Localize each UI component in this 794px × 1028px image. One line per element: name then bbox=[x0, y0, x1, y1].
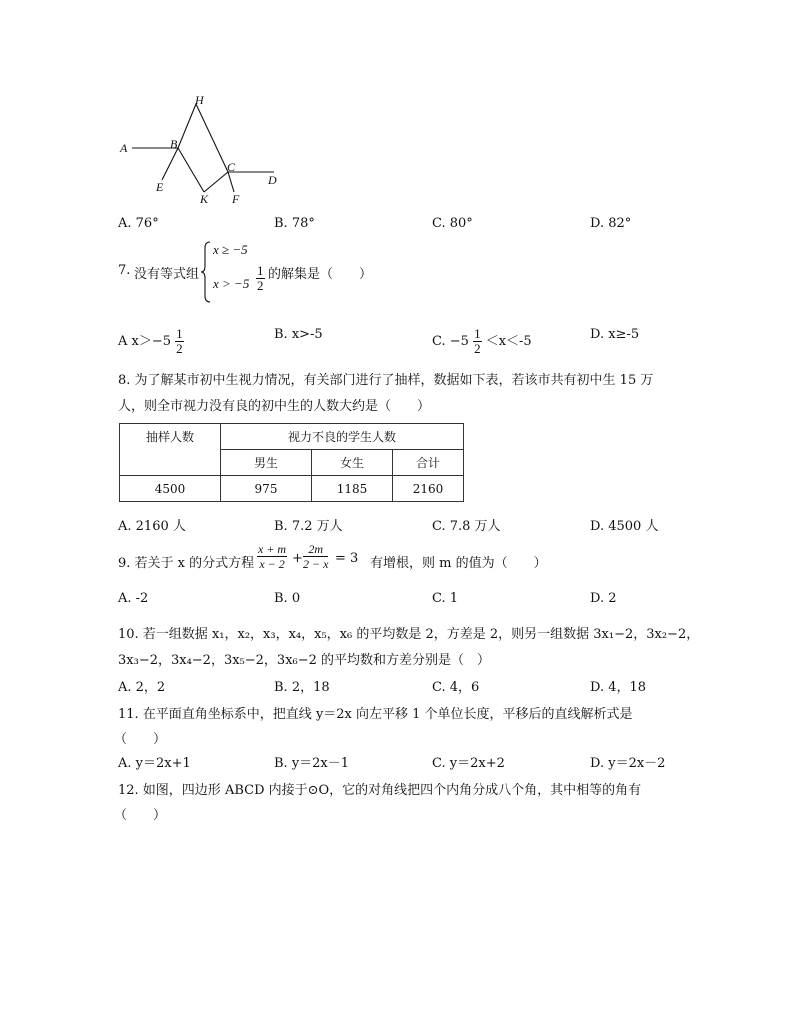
q7-option-c-suffix: ＜x＜-5 bbox=[485, 334, 532, 349]
table-cell-sample: 4500 bbox=[120, 476, 221, 502]
table-cell-female: 1185 bbox=[312, 476, 393, 502]
q7-system-line1: x ≥ −5 bbox=[213, 242, 248, 257]
q7-option-a-frac-den: 2 bbox=[176, 341, 183, 356]
q10-line2: 3x₃−2，3x₄−2，3x₅−2，3x₆−2 的平均数和方差分别是（ ） bbox=[118, 653, 491, 668]
label-k: K bbox=[200, 192, 209, 206]
q11-line2: （ ） bbox=[114, 732, 167, 747]
table-cell-total: 2160 bbox=[393, 476, 464, 502]
q7-option-b: B. x>-5 bbox=[274, 327, 323, 342]
q7-option-c bbox=[432, 327, 532, 356]
q8-option-a: A. 2160 人 bbox=[118, 519, 186, 534]
label-c: C bbox=[227, 160, 236, 174]
q7-option-a-text: A x＞−5 bbox=[118, 334, 172, 349]
q10-option-c: C. 4，6 bbox=[432, 680, 480, 695]
q7-option-c-prefix: C. −5 bbox=[432, 334, 469, 349]
table-header-total: 合计 bbox=[393, 450, 464, 476]
label-h: H bbox=[195, 93, 204, 107]
q9-frac2-num: 2m bbox=[303, 542, 328, 557]
q7-brace bbox=[200, 240, 212, 304]
q6-option-d: D. 82° bbox=[590, 216, 632, 231]
q9-frac2-den: 2 − x bbox=[303, 557, 329, 571]
q6-option-a: A. 76° bbox=[118, 216, 159, 231]
table-cell-male: 975 bbox=[221, 476, 312, 502]
label-d: D bbox=[268, 173, 277, 187]
q7-option-a-frac-num: 1 bbox=[176, 326, 183, 341]
q8-data-table bbox=[119, 423, 464, 502]
q7-frac-den: 2 bbox=[257, 278, 264, 293]
table-header-female: 女生 bbox=[312, 450, 393, 476]
q9-option-c: C. 1 bbox=[432, 591, 459, 606]
q8-option-d: D. 4500 人 bbox=[590, 519, 659, 534]
geometry-figure bbox=[110, 90, 300, 210]
q11-option-c: C. y＝2x+2 bbox=[432, 756, 505, 771]
q7-stem-after: 的解集是（ ） bbox=[268, 267, 373, 282]
q7-option-a bbox=[118, 327, 184, 356]
q9-option-a: A. -2 bbox=[118, 591, 149, 606]
segment-kc bbox=[204, 172, 228, 192]
label-e: E bbox=[156, 180, 164, 194]
q10-option-d: D. 4，18 bbox=[590, 680, 647, 695]
q10-option-b: B. 2，18 bbox=[274, 680, 330, 695]
q7-option-d: D. x≥-5 bbox=[590, 327, 640, 342]
q8-line2: 人，则全市视力没有良的初中生的人数大约是（ ） bbox=[118, 399, 431, 414]
segment-cf bbox=[228, 172, 234, 192]
q9-equals: = 3 bbox=[335, 551, 359, 566]
q9-stem-after: 有增根，则 m 的值为（ ） bbox=[370, 556, 547, 571]
table-header-sample: 抽样人数 bbox=[120, 424, 221, 476]
label-b: B bbox=[170, 137, 178, 151]
q8-line1: 8. 为了解某市初中生视力情况，有关部门进行了抽样，数据如下表，若该市共有初中生 15 万 bbox=[118, 373, 654, 388]
q11-line1: 11. 在平面直角坐标系中，把直线 y＝2x 向左平移 1 个单位长度，平移后的直线解析式是 bbox=[118, 707, 633, 722]
q7-option-a-frac bbox=[175, 327, 184, 356]
q9-option-d: D. 2 bbox=[590, 591, 617, 606]
q9-fraction-2 bbox=[303, 542, 328, 571]
q6-option-c: C. 80° bbox=[432, 216, 473, 231]
q7-option-c-frac-den: 2 bbox=[474, 341, 481, 356]
q6-option-b: B. 78° bbox=[274, 216, 315, 231]
q7-stem-before: 没有等式组 bbox=[134, 267, 200, 282]
q12-line1: 12. 如图，四边形 ABCD 内接于⊙O，它的对角线把四个内角分成八个角，其中相等的角有 bbox=[118, 783, 642, 798]
segment-hc bbox=[196, 104, 228, 172]
q7-frac-num: 1 bbox=[257, 263, 264, 278]
segment-bh bbox=[178, 104, 196, 148]
table-header-group: 视力不良的学生人数 bbox=[221, 424, 464, 450]
q7-option-c-frac-num: 1 bbox=[474, 326, 481, 341]
label-f: F bbox=[232, 192, 240, 206]
q9-frac1-num: x + m bbox=[258, 542, 287, 556]
q11-option-a: A. y＝2x+1 bbox=[118, 756, 191, 771]
segment-bk bbox=[178, 148, 204, 192]
q7-system-line2: x > −5 bbox=[213, 276, 250, 291]
q11-option-d: D. y＝2x－2 bbox=[590, 756, 666, 771]
q7-number: 7. bbox=[118, 263, 131, 278]
q8-option-b: B. 7.2 万人 bbox=[274, 519, 343, 534]
q12-line2: （ ） bbox=[114, 808, 167, 823]
q10-option-a: A. 2，2 bbox=[118, 680, 166, 695]
q9-plus: + bbox=[292, 551, 303, 566]
q9-option-b: B. 0 bbox=[274, 591, 301, 606]
segment-be bbox=[162, 148, 178, 180]
q9-frac1-den: x − 2 bbox=[259, 557, 285, 571]
q8-option-c: C. 7.8 万人 bbox=[432, 519, 501, 534]
table-header-male: 男生 bbox=[221, 450, 312, 476]
q7-fraction bbox=[256, 264, 265, 293]
q9-stem-before: 9. 若关于 x 的分式方程 bbox=[118, 556, 255, 571]
q9-fraction-1 bbox=[257, 542, 287, 571]
q7-option-c-frac bbox=[473, 327, 482, 356]
label-a: A bbox=[120, 141, 128, 155]
q10-line1: 10. 若一组数据 x₁，x₂，x₃，x₄，x₅，x₆ 的平均数是 2，方差是 2，则另一组数据 3x₁−2，3x₂−2， bbox=[118, 627, 700, 642]
q11-option-b: B. y＝2x－1 bbox=[274, 756, 350, 771]
